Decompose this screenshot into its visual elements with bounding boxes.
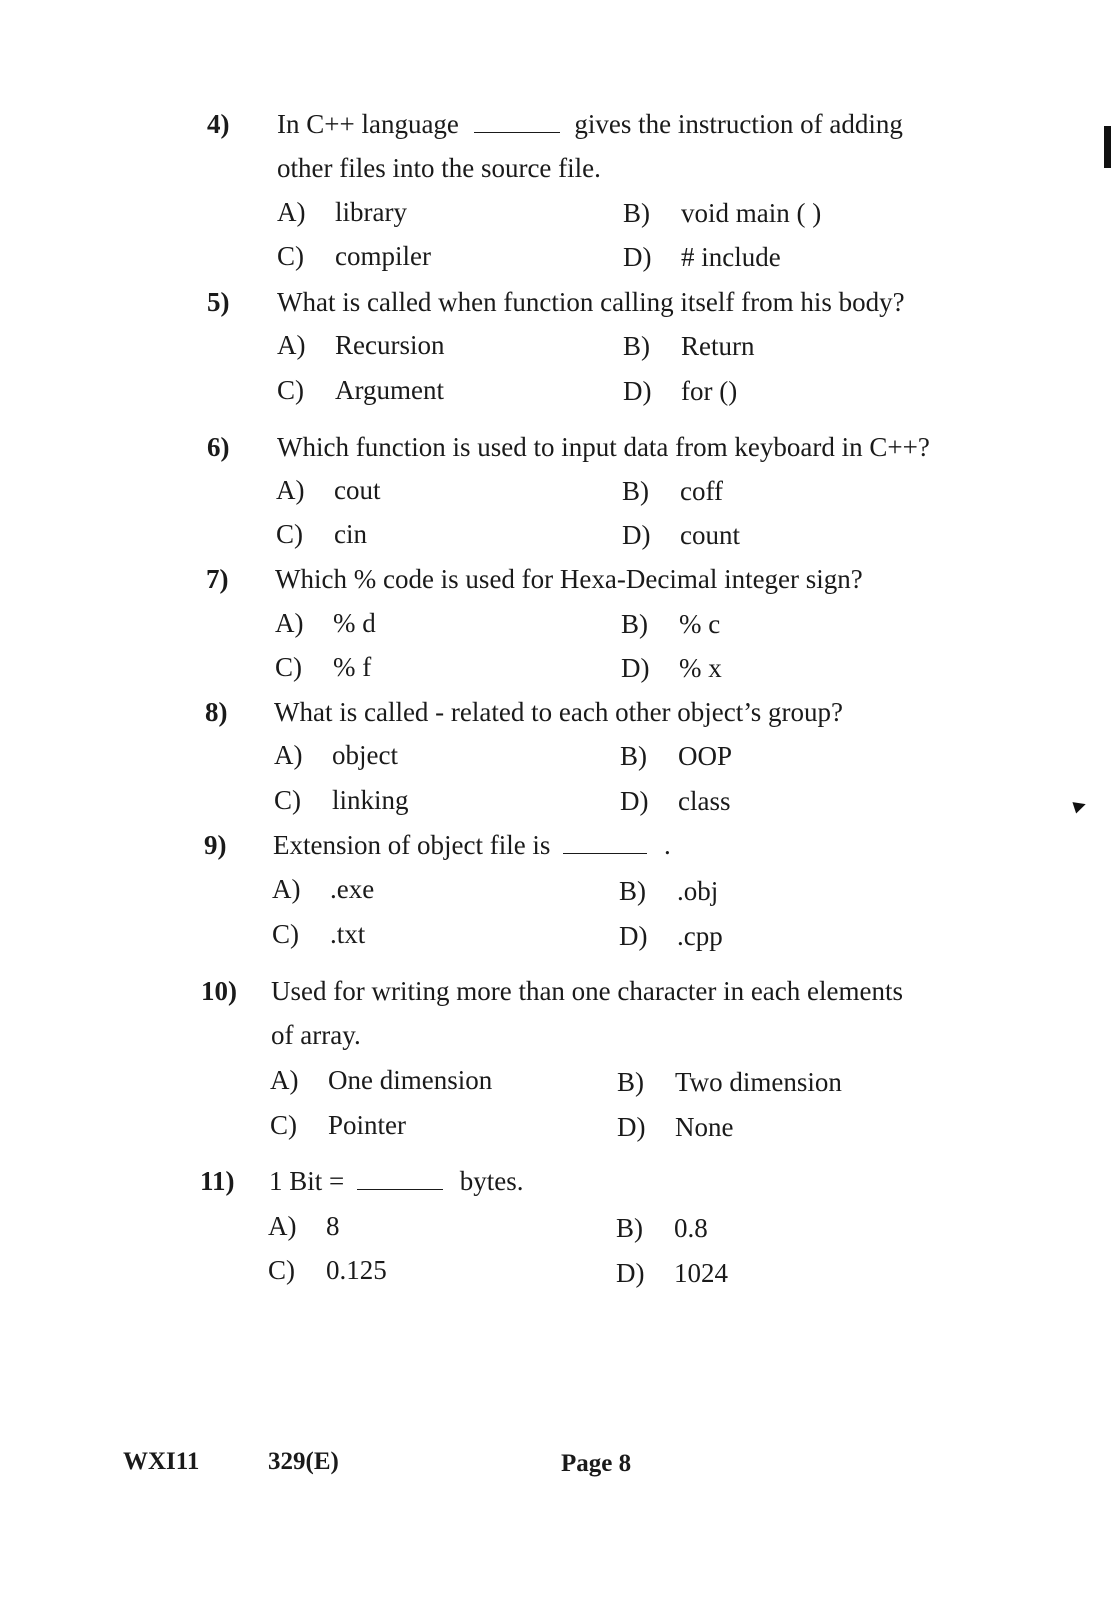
question-text: What is called - related to each other object’s group?	[274, 697, 844, 727]
option-d: D) class	[620, 786, 731, 816]
question-text-before: 1 Bit =	[269, 1166, 345, 1196]
answer-blank	[563, 827, 647, 854]
option-c: C) compiler	[277, 241, 431, 271]
question-text	[269, 1159, 524, 1203]
option-b: B) Two dimension	[617, 1067, 842, 1097]
option-d: D) # include	[623, 242, 781, 272]
question-number: 5)	[207, 287, 230, 317]
option-d: D) .cpp	[619, 921, 723, 951]
question-text-before: In C++ language	[277, 109, 459, 139]
question-text-before: Extension of object file is	[273, 830, 551, 860]
question-number: 6)	[207, 432, 230, 462]
option-d: D) None	[617, 1112, 734, 1142]
question-number: 10)	[201, 976, 237, 1006]
question-number: 4)	[207, 109, 230, 139]
option-b: B) .obj	[619, 876, 719, 906]
option-c: C) cin	[276, 519, 367, 549]
question-number: 9)	[204, 830, 227, 860]
question-number: 11)	[200, 1166, 235, 1196]
answer-blank	[357, 1163, 443, 1190]
answer-blank	[474, 106, 560, 133]
option-c: C) % f	[275, 652, 372, 682]
option-b: B) % c	[621, 609, 721, 639]
arrow-icon	[1072, 798, 1087, 813]
option-b: B) void main ( )	[623, 198, 822, 228]
option-a: A) library	[277, 197, 407, 227]
question-text-after: gives the instruction of adding	[574, 109, 903, 139]
option-c: C) Pointer	[270, 1110, 406, 1140]
question-text: Used for writing more than one character in each elements	[271, 976, 903, 1006]
option-c: C) Argument	[277, 375, 444, 405]
option-c: C) linking	[274, 785, 409, 815]
option-a: A) object	[274, 740, 398, 770]
question-text-line2: of array.	[271, 1020, 361, 1050]
option-a: A) Recursion	[277, 330, 445, 360]
option-d: D) % x	[621, 653, 722, 683]
option-a: A) % d	[275, 608, 376, 638]
option-a: A) 8	[268, 1211, 340, 1241]
option-a: A) One dimension	[270, 1065, 493, 1095]
scan-edge-mark	[1104, 126, 1111, 168]
option-b: B) 0.8	[616, 1213, 708, 1243]
option-d: D) 1024	[616, 1258, 728, 1288]
option-b: B) Return	[623, 331, 755, 361]
option-d: D) count	[622, 520, 740, 550]
footer-code: WXI11	[123, 1448, 200, 1475]
question-text-after: bytes.	[459, 1166, 524, 1196]
option-a: A) .exe	[272, 874, 375, 904]
question-text-line2: other files into the source file.	[277, 153, 601, 183]
option-b: B) OOP	[620, 741, 733, 771]
footer-paper-number: 329(E)	[268, 1448, 339, 1475]
question-text-after: .	[663, 830, 671, 860]
question-number: 8)	[205, 697, 228, 727]
question-text	[273, 823, 671, 867]
option-b: B) coff	[622, 476, 723, 506]
option-d: D) for ()	[623, 376, 738, 406]
question-text	[277, 102, 903, 146]
option-c: C) 0.125	[268, 1255, 387, 1285]
question-text: What is called when function calling itself from his body?	[277, 287, 905, 317]
question-text: Which function is used to input data from keyboard in C++?	[277, 432, 930, 462]
question-number: 7)	[206, 564, 229, 594]
option-c: C) .txt	[272, 919, 366, 949]
question-text: Which % code is used for Hexa-Decimal integer sign?	[275, 564, 863, 594]
option-a: A) cout	[276, 475, 381, 505]
footer-page-number: Page 8	[561, 1450, 632, 1477]
